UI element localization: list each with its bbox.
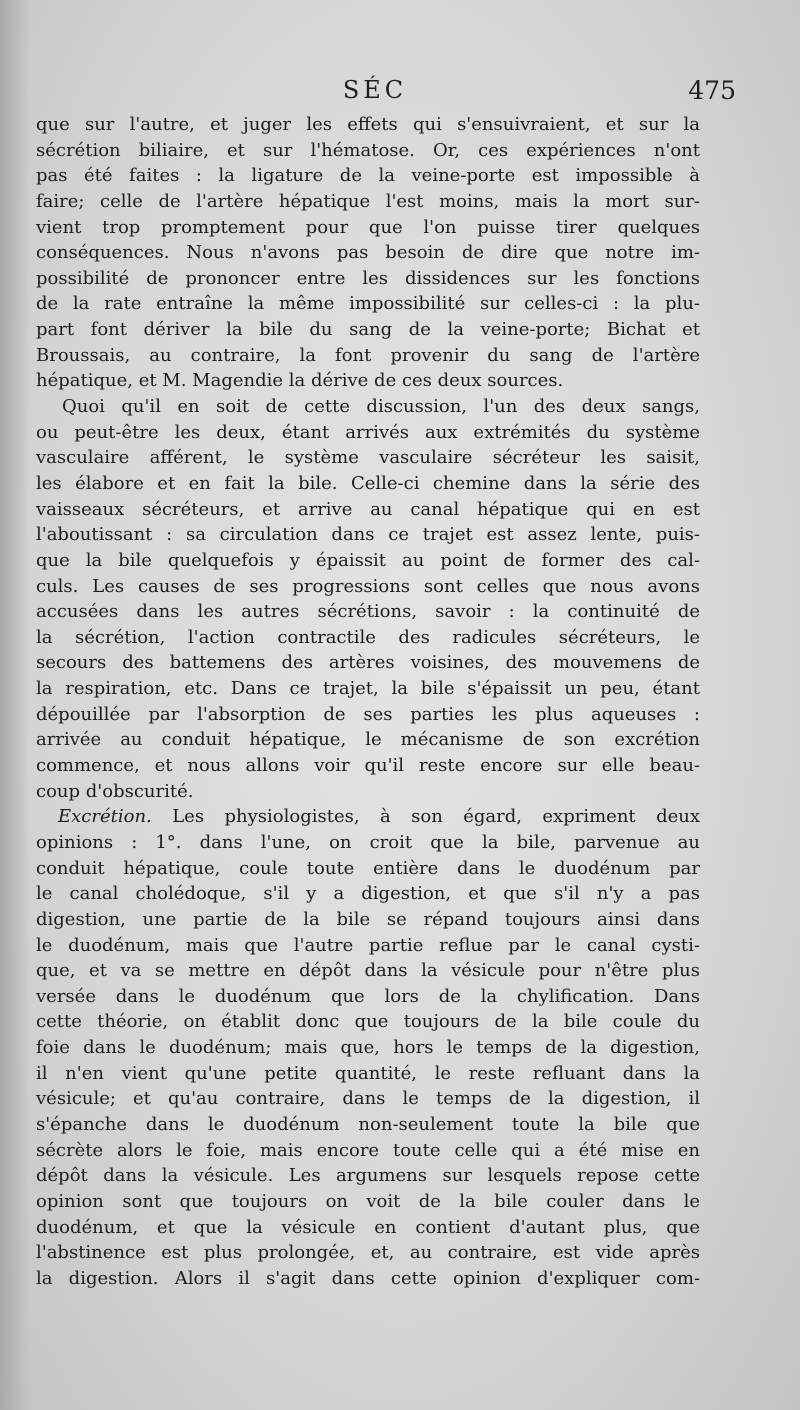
text-line: versée dans le duodénum que lors de la chylification. Dans [36,985,700,1007]
text-line [36,804,700,830]
text-line: faire; celle de l'artère hépatique l'est moins, mais la mort sur- [36,190,700,212]
text-line: duodénum, et que la vésicule en contient d'autant plus, que [36,1216,700,1238]
text-line: digestion, une partie de la bile se répand toujours ainsi dans [36,908,700,930]
text-line: coup d'obscurité. [36,780,194,802]
text-line: l'aboutissant : sa circulation dans ce trajet est assez lente, puis- [36,524,700,546]
text-line: la sécrétion, l'action contractile des radicules sécréteurs, le [36,626,700,648]
text-line: vaisseaux sécréteurs, et arrive au canal hépatique qui en est [36,498,700,520]
running-head: SÉC [342,76,408,104]
body-text [36,112,700,1291]
text-line: l'abstinence est plus prolongée, et, au contraire, est vide après [36,1242,700,1264]
text-line: s'épanche dans le duodénum non-seulement toute la bile que [36,1113,700,1135]
text-line: vésicule; et qu'au contraire, dans le temps de la digestion, il [36,1088,700,1110]
text-line: ou peut-être les deux, étant arrivés aux extrémités du système [36,421,700,443]
text-line: dépouillée par l'absorption de ses parties les plus aqueuses : [36,703,700,725]
text-line: foie dans le duodénum; mais que, hors le temps de la digestion, [36,1037,700,1059]
text-line: accusées dans les autres sécrétions, savoir : la continuité de [36,601,700,623]
text-line: que la bile quelquefois y épaissit au point de former des cal- [36,549,700,571]
page-gutter-shadow [0,0,30,1410]
text-line: que sur l'autre, et juger les effets qui s'ensuivraient, et sur la [36,114,700,135]
page-number: 475 [688,76,736,105]
text-line: commence, et nous allons voir qu'il reste encore sur elle beau- [36,755,700,777]
text-line: opinion sont que toujours on voit de la bile couler dans le [36,1190,700,1212]
text-line: les élabore et en fait la bile. Celle-ci chemine dans la série des [36,472,700,494]
text-line: hépatique, et M. Magendie la dérive de ces deux sources. [36,370,564,392]
text-line: le canal cholédoque, s'il y a digestion, et que s'il n'y a pas [36,883,700,905]
text-line: dépôt dans la vésicule. Les argumens sur lesquels repose cette [36,1165,700,1187]
text-line: secours des battemens des artères voisines, des mouvemens de [36,652,700,674]
text-line: conduit hépatique, coule toute entière dans le duodénum par [36,857,700,879]
text-line: sécrète alors le foie, mais encore toute celle qui a été mise en [36,1139,700,1161]
text-line: Broussais, au contraire, la font provenir du sang de l'artère [36,344,700,366]
text-line: arrivée au conduit hépatique, le mécanisme de son excrétion [36,729,700,751]
text-line: vient trop promptement pour que l'on puisse tirer quelques [36,216,700,238]
text-line: possibilité de prononcer entre les dissidences sur les fonctions [36,267,700,289]
text-line: pas été faites : la ligature de la veine-porte est impossible à [36,165,700,187]
text-line: conséquences. Nous n'avons pas besoin de dire que notre im- [36,242,700,264]
section-term: Excrétion. [58,806,152,828]
text-line: part font dériver la bile du sang de la veine-porte; Bichat et [36,319,700,341]
text-line: vasculaire afférent, le système vasculaire sécréteur les saisit, [36,447,700,469]
page-header [30,76,736,110]
text-line: que, et va se mettre en dépôt dans la vésicule pour n'être plus [36,960,700,982]
text-line: de la rate entraîne la même impossibilité sur celles-ci : la plu- [36,293,700,315]
text-line: Quoi qu'il en soit de cette discussion, l'un des deux sangs, [62,396,700,418]
text-line: culs. Les causes de ses progressions sont celles que nous avons [36,575,700,597]
text-line: le duodénum, mais que l'autre partie reflue par le canal cysti- [36,934,700,956]
text-line: la respiration, etc. Dans ce trajet, la bile s'épaissit un peu, étant [36,678,700,700]
text-line: opinions : 1°. dans l'une, on croit que la bile, parvenue au [36,831,700,853]
text-fragment: Les physiologistes, à son égard, expriment deux [172,806,700,828]
text-line: sécrétion biliaire, et sur l'hématose. Or, ces expériences n'ont [36,139,700,161]
text-line: cette théorie, on établit donc que toujours de la bile coule du [36,1011,700,1033]
text-line: il n'en vient qu'une petite quantité, le reste refluant dans la [36,1062,700,1084]
text-line: la digestion. Alors il s'agit dans cette opinion d'expliquer com- [36,1267,700,1289]
